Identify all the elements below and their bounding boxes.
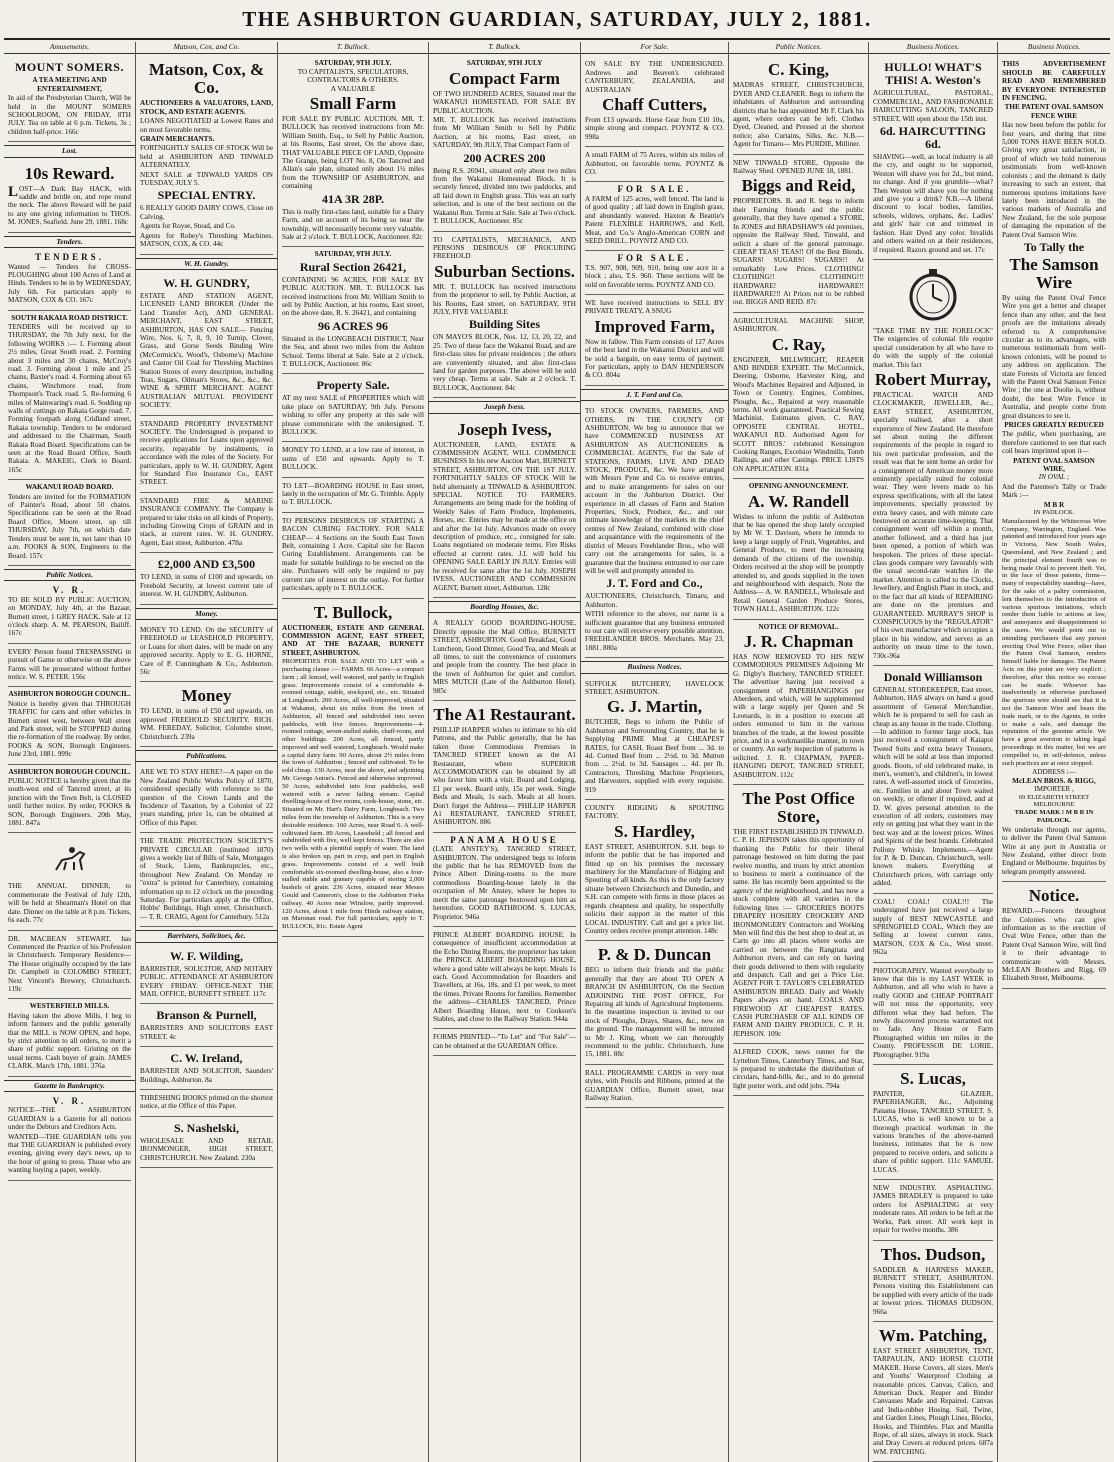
advert-body: PHILLIP HARPER wishes to intimate to his old Patrons, and the Public generally, that he has taken those Commodious Premises in TANCRED STREET known as the A1 Restaurant, where SUPERIOR ACCOMMODATION can be obtained by all who favor him with a visit. Board and Lodging, £1 per week. Board only, 15s per week. Single Beds and Meals, 1s each. Meals at all hours. Don't forget the Address— PHILLIP HARPER A1 RESTAURANT, TANCRED STREET, ASHBURTON. 886 xyxy=(433,725,576,827)
advert-title: V. R. xyxy=(52,585,87,596)
advert-trade-mark: TRADE MARK ! M B R IN PADLOCK. xyxy=(1014,809,1094,824)
advert-body: WITH reference to the above, our name is a sufficient guarantee that any business entrusted to our care will receive every possible attention. FREEHLANDER BROS. Merchants. May 23, 1881. 880a xyxy=(585,610,724,652)
advert-improved-farm xyxy=(585,295,724,386)
advert-title: Matson, Cox, & Co. xyxy=(148,60,265,98)
advert-title: T. Bullock, xyxy=(313,602,393,622)
advert-patching xyxy=(873,1322,993,1462)
advert-title: Compact Farm xyxy=(449,68,560,88)
column-head: For Sale. xyxy=(581,42,728,54)
advert-body: LOST—A Dark Bay HACK, with saddle and bridle on, and rope round the neck. The above Reward will be paid to any one giving information to THOS. M. JONES, Seafield. June 29, 1881. 168c xyxy=(8,183,131,227)
advert-dinner xyxy=(8,833,131,930)
advert-title: Wm. Patching, xyxy=(878,1325,988,1345)
advert-body: Agents for Robey's Threshing Machines. MATSON, COX, & CO. 44c xyxy=(140,231,273,249)
advert-title: Joseph Ivess, xyxy=(457,419,552,439)
advert-body: REWARD.—Fencers throughout the Colonies who can give information as to the erection of Oval Wire Fence, other than the Patent Oval Samson Wire, will find it to their advantage to communicate with Messrs. McLEAN Brothers and Rigg, 69 Elizabeth Street, Melbourne. xyxy=(1002,907,1106,983)
advert-subtitle: NOTICE OF REMOVAL. xyxy=(758,622,839,631)
advert-body: This is really first-class land, suitable for a Dairy Farm, and on account of its being so near the township, will necessarily become very valuable. Sale at 2 o'clock. T. BULLOCK, Auctioneer. 82c xyxy=(282,207,424,241)
advert-date: SATURDAY, 9TH JULY. xyxy=(314,250,392,259)
advert-body: THE TRADE PROTECTION SOCIETY'S PRIVATE CIRCULAR (instituted 1870) gives a weekly list of Bills of Sale, Mortgages of Stock, Liens, Bankruptcies, etc., throughout New Zealand. On Monday re "extra" is printed for Canterbury, containing information up to 12 o'clock on the preceding Saturday. For particulars apply at the Office, Hobbs' Buildings, High street, Christchurch.— T. R. CRAIG, Agent for Canterbury. 512a xyxy=(140,837,273,921)
advert-body: ENGINEER, MILLWRIGHT, REAPER AND BINDER EXPERT. The McCormick, Deering, Osborne, Harvester King, and Wood's Machines Repaired and Adjusted, in Town or Country. Engines, Combines, Ploughs, &c., Repaired at very reasonable terms. All work guaranteed. Practical Sewing Machinist. Estimates given. C. RAY, OPPOSITE CENTRAL HOTEL, WAKANUI RD. Authorised Agent for SCOTT BROS.' celebrated Kensington Cooking Ranges, Excelsior Windmills, Tomb Railings, and other Castings. PRICE LISTS ON APPLICATION. 831a xyxy=(733,355,864,473)
advert-body: FORMS PRINTED—"To Let" and "For Sale"—can be obtained at the GUARDIAN Office. xyxy=(433,1033,576,1050)
advert-title: Chaff Cutters, xyxy=(602,95,707,115)
advert-title: J. T. Ford and Co., xyxy=(606,576,703,591)
advert-in-oval: IN OVAL ; xyxy=(1038,473,1070,482)
advert-title: W. H. GUNDRY, xyxy=(163,275,250,290)
advert-body: STANDARD PROPERTY INVESTMENT SOCIETY. The Undersigned is prepared to receive applications for Loans upon approved security, repayable by instalments, in accordance with the rules of the Society. For particulars, apply to W. H. GUNDRY, Agent for Standard Fire Insurance Co., EAST STREET. xyxy=(140,419,273,487)
advert-notice xyxy=(1002,882,1106,989)
advert-body: PAINTER, GLAZIER, PAPERHANGER, &c., Adjoining Panama House, TANCRED STREET. S. LUCAS, who is well known to be a thorough practical workman in the various branches of the above-named business, intimates that he is now prepared to receive orders, and solicits a share of public support. 111c SAMUEL LUCAS. xyxy=(873,1090,993,1174)
advert-chaff-cutters xyxy=(585,56,724,147)
advert-title: The Post Office Store, xyxy=(742,789,855,827)
advert-stay-here xyxy=(140,764,273,833)
advert-date: SATURDAY, 9TH JULY xyxy=(466,59,543,68)
section-head: Tenders. xyxy=(4,236,135,248)
advert-body: And the Patentee's Tally or Trade Mark :— xyxy=(1002,482,1106,500)
advert-body: We undertake through our agents, to deliver the Patent Oval Samson Wire at any port in Australia or New Zealand, either direct from England or Melbourne. Inquiries by telegram promptly answered. xyxy=(1002,825,1106,876)
masthead xyxy=(0,0,1114,38)
advert-body: NEW INDUSTRY. ASPHALTING. JAMES BRADLEY is prepared to take orders for ASPHALTING at very moderate rates. All orders to be left at the Works, Park street. All work kept in repair for twelve months. 386 xyxy=(873,1184,993,1235)
column-3 xyxy=(277,42,428,1462)
advert-title: SOUTH RAKAIA ROAD DISTRICT. xyxy=(11,313,128,322)
advert-body: AUCTIONEER, ESTATE AND GENERAL COMMISSION AGENT, EAST STREET, AND AT THE BAZAAR, BURNETT STREET, ASHBURTON. xyxy=(282,623,424,657)
advert-a1 xyxy=(433,701,576,833)
column-head: Amusements. xyxy=(4,42,135,54)
advert-title: Improved Farm, xyxy=(594,316,715,336)
advert-subtitle: To Tally the xyxy=(1023,239,1085,254)
advert-body: WE have received instructions to SELL BY PRIVATE TREATY, A SNUG xyxy=(585,298,724,316)
advert-body: SADDLER & HARNESS MAKER, BURNETT STREET, ASHBURTON. Persons visiting this Establishment can be supplied with every article of the trade at lowest prices. THOMAS DUDSON. 966a xyxy=(873,1265,993,1316)
advert-title: Thos. Dudson, xyxy=(880,1244,986,1264)
section-head: Lost. xyxy=(4,145,135,157)
advert-title: C. King, xyxy=(768,60,829,80)
advert-body: EVERY Person found TRESPASSING in pursuit of Game or otherwise on the above Farms will be prosecuted without further notice. W. S. PETER. 156c xyxy=(8,647,131,681)
advert-money-fereday xyxy=(140,682,273,747)
advert-reward xyxy=(8,160,131,233)
advert-body: BEG to inform their friends and the public generally that they are about TO OPEN A BRANCH IN ASHBURTON, On the Section ADJOINING THE POST OFFICE, For Repairing all kinds of Agricultural Implements. In the meantime inspection is invited to our stock of Ploughs, Drays, Shares, &c., now on the ground. The management will be intrusted to Mr J. King, whom we can thoroughly recommend to the public. Christchurch, June 15, 1881. 88c xyxy=(585,966,724,1059)
advert-to-let xyxy=(282,478,424,513)
advert-notice: THIS ADVERTISEMENT SHOULD BE CAREFULLY READ AND REMEMBERED BY EVERYONE INTERESTED IN FENCING. xyxy=(1002,60,1106,103)
advert-body: BUTCHER, Begs to inform the Public of Ashburton and Surrounding Country, that he is Supplying PRIME Meat at CHEAPEST RATES, for CASH. Roast Beef from ... 3d. to 4d. Corned Beef from ... 2½d. to 3d. Mutton from ... 2½d. to 3d. Sausages ... 4d. per lb. Contractors, Threshing Machine Proprietors, and Harvesters, supplied with every requisite. 919 xyxy=(585,718,724,794)
advert-standard-property xyxy=(140,416,273,493)
advert-body: (LATE ANSTEY'S), TANCRED STREET, ASHBURTON. The undersigned begs to inform the public that he has REMOVED from the Prince Albert Dining-rooms to the more commodious Boarding-house lately in the occupation of Mr Anstey, where he hopes to merit the same patronage bestowed upon him as heretofore. GOOD BATHROOM. S. LUCAS, Proprietor. 946a xyxy=(433,845,576,921)
advert-body: TO PERSONS DESIROUS OF STARTING A BACON CURING FACTORY. FOR SALE CHEAP— 4 Sections on the South East Town Belt, containing 1 Acre. Capital site for Bacon Curing Establishment. Arrangements can be made for suitable buildings to be erected on the site. Purchasers will only be required to pay current rate of interest on the outlay. For further particulars, apply to T. BULLOCK. xyxy=(282,516,424,593)
advert-title: 10s Reward. xyxy=(24,163,115,183)
advert-wakanui xyxy=(8,480,131,566)
advert-patent-line: PATENT OVAL SAMSON WIRE, xyxy=(1013,456,1095,474)
column-8 xyxy=(997,42,1110,1462)
advert-body: ARE WE TO STAY HERE?—A paper on the New Zealand Public Works Policy of 1870, considered specially with reference to the question of the Crown Lands and the Incidence of Taxation, by a Colonist of 22 years standing, price 1s, can be obtained at Office of this Paper. xyxy=(140,768,273,827)
advert-body: Manufactured by the Whitecross Wire Company, Warrington, England. Was patented and introduced four years ago in Victoria, New South Wales, Queensland, and New Zealand ; and the principal element fourth was to being made Oval to prevent theft. Yet, in the face of those patents, firms—many of respectability standing—have, for the sake of a paltry commission, lent themselves to the introduction of various spurious imitations, which render them liable to actions at law, and annoyance and disappointment to the users. We would point out to intending purchasers that any person erecting Oval Wire Fence, other than the Patent Oval Samson, renders himself liable for damages. The Patent Acts on this point are very explicit ; therefore, after this notice no excuse can be made. Whoever has inadvertently or otherwise purchased the spurious wire should see that it is not the Samson Wire and bears the trade mark, or to the Agents, in order to make a sale, and damage the reputation of the genuine article. We have a great aversion to taking legal proceedings in this matter, but we are compelled to, in self-defence, unless such practices are at once stopped. xyxy=(1002,517,1106,767)
section-head: Business Notices. xyxy=(581,661,728,673)
advert-king xyxy=(733,56,864,154)
advert-title: V. R. xyxy=(52,1096,87,1106)
advert-title: C. Ray, xyxy=(771,334,826,354)
advert-title: TENDERS. xyxy=(35,252,104,263)
advert-subtitle: OF TWO HUNDRED ACRES, Situated near the WAKANUI HOMESTEAD, FOR SALE BY PUBLIC AUCTION. xyxy=(433,89,576,115)
advert-body: LOANS NEGOTIATED at Lowest Rates and on most favorable terms. xyxy=(140,117,273,134)
advert-alfred-cook xyxy=(733,1044,864,1096)
advert-body: ESTATE AND STATION AGENT, LICENSED LAND BROKER (Under the Land Transfer Act), AND GENERAL MERCHANT, EAST STREET, ASHBURTON, HAS ON SALE— Fencing Wire, Nos. 6, 7, 8, 9, 10 Turnip, Clover, Grass, and Gorse Seeds Binding Wire (McCormick's, Wood's, Osborne's) Machine and Castor Oil Coal for Threshing Machines Station Stores of every description, including Teas, Sugars, Oilman's Stores, &c., &c., &c. WINE & SPIRIT MERCHANT. AGENT AUSTRALIAN MUTUAL PROVIDENT SOCIETY. xyxy=(140,291,273,410)
advert-body: AGRICULTURAL, PASTORAL, COMMERCIAL, AND FASHIONABLE HAIRCUTTING SALOON, TANCRED STREET, Will open about the 15th inst. xyxy=(873,89,993,123)
advert-title: £2,000 AND £3,500 xyxy=(157,557,256,572)
advert-body: PROPRIETORS. B. and R. begs to inform their Farming friends and the public generally, that they have opened a STORE, In JONES and BRADSHAW'S old premises, opposite the Railway Shed, Tinwald, and solicit a share of the general patronage. CHEAP TEAS! TEAS!! Of the Best Blends. SUGARS! SUGARS! SUGARS!! At remarkably Low Prices. CLOTHING! CLOTHING!! CLOTHING!!! HARDWARE! HARDWARE!! HARDWARE!!! At Prices not to be rubbed out. BIGGS AND REID. 87c xyxy=(733,197,864,307)
advert-body: SHAVING—well, as local industry is all the cry, and ought to be supported, Weston will shave you for 2d., but mind, no change. And if you grumble—what? Then Weston will shave you for nothing and give you a drink? N.B.—A liberal discount to local bodies, families, schools, widows, orphans, &c. Ladies' and girls' hair cut and trimmed in fashion. Hair Dyed any color. Invalids and others waited on at their residences, if required. Razors ground and set. 17c xyxy=(873,153,993,254)
section-head: Publications. xyxy=(136,750,277,762)
advert-body: PRINCE ALBERT BOARDING HOUSE. In consequence of insufficient accommodation at the Echo Dining Rooms, the proprietor has taken the PRINCE ALBERT BOARDING HOUSE, where a good table will always be kept. Meals 1s each. Good Accommodation for Boarders and Travellers, at 16s, 18s, and £1 per week, to meet the times. Private Rooms for families. Remember the address—CHARLES TANCRED, Prince Albert Boarding House, next to Cookson's Stables, and close to the Railway Station. 944a xyxy=(433,930,576,1023)
advert-body: BARRISTERS AND SOLICITORS EAST STREET. 4c xyxy=(140,1024,273,1041)
advert-body: "TAKE TIME BY THE FORELOCK" The exigencies of colonial life require special consideration by all who have to do with the supply of the colonial market. This fact xyxy=(873,326,993,369)
advert-williamson xyxy=(873,666,993,894)
advert-body: ALFRED COOK, news runner for the Lyttelton Times, Canterbury Times, and Star, is prepared to undertake the distribution of circulars, hand-bills, &c., and to do general light porter work, and odd jobs. 794a xyxy=(733,1048,864,1090)
advert-body: SUFFOLK BUTCHERY, HAVELOCK STREET, ASHBURTON. xyxy=(585,679,724,696)
advert-title: S. Lucas, xyxy=(900,1069,966,1088)
advert-subtitle: A TEA MEETING AND ENTERTAINMENT, xyxy=(32,76,107,93)
advert-body: Has now been before the public for four years, and during that time 5,000 TONS HAVE BEEN SOLD. Giving very great satisfaction, in proof of which we hold numerous testimonials from well-known colonists ; and the demand is daily increasing to such an extent, that numerous spurious imitations have lately been introduced in the various markets of Australia and New Zealand, for the sole purpose of damaging the reputation of the Patent Oval Samson Wire. xyxy=(1002,121,1106,239)
advert-hardley xyxy=(585,800,724,941)
section-head: Barristers, Solicitors, &c. xyxy=(136,930,277,942)
advert-body: NEW TINWALD STORE, Opposite the Railway Shed. OPENED JUNE 18, 1881. xyxy=(733,158,864,176)
advert-title: Money xyxy=(181,686,232,706)
advert-body: A small FARM of 75 Acres, within six miles of Ashburton, on favorable terms. POYNTZ & CO. xyxy=(585,151,724,177)
advert-standard-fire xyxy=(140,493,273,553)
advert-title: Building Sites xyxy=(468,317,541,332)
advert-body: FOR SALE BY PUBLIC AUCTION. MR. T. BULLOCK has received instructions from Mr. William Smith, Esq., to Sell by Public Auction, at his Rooms, East street, On the above date, THAT VALUABLE PIECE OF LAND, Opposite The Grange, being LOT No. 8, On Tancred and Allan's sale plan, situated only about 1½ miles from the TOWNSHIP OF ASHBURTON, and containing xyxy=(282,115,424,191)
advert-matson xyxy=(140,56,273,254)
advert-body: MR. T. BULLOCK has received instructions from the proprietor to sell, by Public Auction, at his Rooms, East street, on SATURDAY, 9TH JULY, FIVE VALUABLE xyxy=(433,282,576,316)
advert-biggs-reid xyxy=(733,155,864,313)
advert-body: TENDERS will be received up to THURSDAY, the 7th July next, for the following WORKS :— 1. Forming about 2½ miles, Great South road. 2. Forming about 3 miles and 30 chains, McCroy's road. 3. Forming about 1 mile and 25 chains, Baxter's road. 4. Forming about 65 chains, Winchmore road, from Thompson's Track road. 5. Re-forming 6 miles of Mainwaring's road. 6. Sodding up walls of cuttings on Rakaia Gorge road. 7. Forming footpath along Cridland street, Rakaia township. Tenders to be endorsed and addressed to the Chairman, South Rakaia Road Board. Specifications can be seen at the Road Board Office, South Rakaia. A. MAKEIG, Clerk to Board. 165c xyxy=(8,322,131,474)
advert-title: Notice. xyxy=(1028,886,1080,906)
advert-title: Robert Murray, xyxy=(874,369,992,389)
advert-gundry xyxy=(140,272,273,416)
section-head: Boarding Houses, &c. xyxy=(429,601,580,613)
advert-duncan xyxy=(585,941,724,1064)
advert-title: A. W. Randell xyxy=(747,491,850,511)
advert-title: ASHBURTON BOROUGH COUNCIL. xyxy=(8,690,131,699)
advert-body: A FARM of 125 acres, well fenced. The land is of good quality ; all laid down in English grass, and abundantly watered. Haxton & Beattie's Patent FLEXIBLE HARROWS, and Kell, Meat, and Co.'s Anglo-American CORN and SEED DRILL. POYNTZ AND CO. xyxy=(585,194,724,245)
advert-body: DR. MACBEAN STEWART, has Commenced the Practice of his Profession in Christchurch. Temporary Residence—The House originally occupied by the late Dr. Campbell in COLOMBO STREET, Next Vincent's Brewery, Christchurch. 119c xyxy=(8,934,131,993)
advert-body: Wishes to inform the public of Ashburton that he has opened the shop lately occupied by Mr W. T. Davison, where he intends to keep a large supply of Fruit, Vegetables, and General Produce, to meet the increasing demands of the citizens of the township. Orders received at the shop will be promptly attended to, and goods supplied in the town and neighbourhood with despatch. Note the Address— A. W. RANDELL, Wholesale and Retail General Garden Produce Stores, TOWN HALL, ASHBURTON. 122c xyxy=(733,512,864,614)
advert-body: ON MAYO'S BLOCK, Nos. 12, 13, 20, 22, and 25. Two of these face the Wakanui Road, and are first-class sites for private residences ; the others are conveniently situated, and also first-class land for garden purposes. The above will be sold very cheap. Terms at sale. Sale at 2 o'clock. T. BULLOCK, Auctioneer. 84c xyxy=(433,333,576,392)
advert-body: GENERAL STOREKEEPER, East street, Ashburton, HAS always on hand a good assortment of General Merchandise, which he is prepared to sell for cash as cheap as any house in the trade. Clothing.—In addition to former large stock, has just received a consignment of Kaiapoi Tweed Suits and extra heavy Trousers, which will be sold at less than imported goods. Boots, of old celebrated make, in men's, women's, and children's, in lowest rates. A well-assorted stock of Groceries, etc. Families in and about Town waited on weekly, or oftener if required, and at D. W. gives personal attention to the execution of all orders, customers may rely on getting just what they want in the best way and at the lowest prices. Wines and Spirits of the best brands. Celebrated Pollony Whisky. Implements.—Agent for P. & D. Duncan, Christchurch, well-known makers. Everything at Christchurch prices, with carriage only added. xyxy=(873,685,993,888)
advert-ford xyxy=(585,403,724,658)
advert-title: FOR SALE. xyxy=(617,184,692,195)
advert-title: G. J. Martin, xyxy=(607,697,702,717)
advert-weston xyxy=(873,56,993,260)
trade-mark-padlock: IN PADLOCK. xyxy=(1033,509,1075,517)
advert-body: NOTICE—THE ASHBURTON GUARDIAN is a Gazette for all notices under the Debtors and Creditors Acts. xyxy=(8,1106,131,1132)
advert-importer: IMPORTER , xyxy=(1034,785,1074,794)
advert-murray xyxy=(873,260,993,666)
advert-company: McLEAN BROS. & RIGG, xyxy=(1012,776,1096,785)
advert-title: WAKANUI ROAD BOARD. xyxy=(25,483,114,492)
advert-body: ON SALE BY THE UNDERSIGNED. Andrews and Beaven's celebrated CANTERBURY, ZEALANDIA, and AUSTRALIAN xyxy=(585,60,724,94)
advert-small-farm-poyntz xyxy=(585,147,724,182)
advert-title: WESTERFIELD MILLS. xyxy=(29,1002,110,1011)
advert-title: The A1 Restaurant. xyxy=(433,704,576,724)
advert-body: EAST STREET ASHBURTON, TENT, TARPAULIN, AND HORSE CLOTH MAKER. Horse Covers, all sizes. Men's and Youths' Waterproof Clothing at reasonable prices. Canvas, Calico, and American Duck. Reaper and Binder Canvasses Made and Repaired. Canvas and India-rubber Hosing. Sail, Twine, and Garden Lines, Plough Lines, Blocks, Hooks, and Thimbles. Flax and Manilla Rope, of all sizes, always in stock. Stack and Dray Covers at reduced prices. 687a WM. PATCHING. xyxy=(873,1346,993,1456)
advert-body: From £13 upwards. Horse Gear from £10 10s, simple strong and compact. POYNTZ & CO. 998a xyxy=(585,116,724,141)
advert-branson xyxy=(140,1004,273,1047)
advert-title: PANAMA HOUSE xyxy=(450,834,559,845)
advert-title: Biggs and Reid, xyxy=(741,176,856,196)
advert-post-office-store xyxy=(733,785,864,1044)
advert-body: NEXT SALE at TINWALD YARDS ON TUESDAY, JULY 5. xyxy=(140,170,273,188)
advert-lucas xyxy=(873,1065,993,1180)
advert-title: Branson & Purnell, xyxy=(156,1008,257,1023)
advert-body: The public, when purchasing, are therefore cautioned to see that each coil bears imprinted upon it— xyxy=(1002,430,1106,456)
advert-body: Being R.S. 26941, situated only about two miles from the Wakanui Homestead Block. It is securely fenced, divided into two paddocks, and all laid down in English grass. This was an early selection, and is one of the best sections on the Wakanui Run. Terms at Sale. Sale at Two o'clock. T. BULLOCK, Auctioneer. 85c xyxy=(433,166,576,226)
advert-suburban xyxy=(433,232,576,399)
advert-rakaia xyxy=(8,311,131,481)
advert-prices: 6d. HAIRCUTTING 6d. xyxy=(879,124,987,152)
advert-body: WANTED—THE GUARDIAN tells you that THE GUARDIAN is published every evening, giving every day's news, up to the hour of going to press. Those who are wanting buying a paper, weekly. xyxy=(8,1132,131,1175)
advert-title: S. Nashelski, xyxy=(173,1120,240,1135)
advert-area: 96 ACRES 96 xyxy=(317,318,388,333)
advert-photography xyxy=(873,963,993,1065)
advert-small-farm xyxy=(282,56,424,247)
advert-title: Property Sale. xyxy=(316,378,390,393)
advert-body: COAL! COAL! COAL!!! The undersigned have just received a large supply of BEST NEWCASTLE and SPRINGFIELD COAL, Which they are Selling at lowest current rates. MATSON, COX & Co., West street. 962a xyxy=(873,897,993,957)
advert-mount-somers xyxy=(8,56,131,142)
column-4 xyxy=(428,42,580,1462)
advert-body: A REALLY GOOD BOARDING-HOUSE, Directly opposite the Mail Office, BURNETT STREET, ASHBURTON. Good Breakfast, Good Luncheon, Good Dinner, Good Tea, and Meals at all times, to suit the convenience of customers and people from the country. The best place in the town of Ashburton for quiet and comfort. MRS MUTCH (Late of the Ashburton Hotel). 985c xyxy=(433,619,576,695)
advert-compact-farm xyxy=(433,56,576,231)
advert-samson-wire xyxy=(1002,56,1106,882)
advert-asphalting xyxy=(873,1180,993,1240)
advert-body: TO LEND, in sums of £50 and upwards, on approved FREEHOLD SECURITY. RICH. WM. FEREDAY, Solicitor, Colombo street, Christchurch. 239a xyxy=(140,707,273,741)
advert-title: HULLO! WHAT'S THIS! A. Weston's xyxy=(884,60,982,88)
advert-tenders xyxy=(8,250,131,310)
column-head: T. Bullock. xyxy=(278,42,428,54)
section-head: Public Notices. xyxy=(4,569,135,581)
section-head: Joseph Ivess. xyxy=(429,401,580,413)
advert-body: EAST STREET, ASHBURTON. S.H. begs to inform the public that he has imported and fitted up on his premises the necessary machinery for the Manufacture of Ridging and Spouting of all kinds. As this is the only factory situate between Christchurch and Dunedin, and S.H. can compete with firms in those places as regards cheapness and quality, he respectfully solicits their support in the matter of this LOCAL INDUSTRY. Call and get a price list. Country orders receive prompt attention. 148c xyxy=(585,842,724,935)
advert-body: MONEY TO LEND. On the SECURITY of FREEHOLD or LEASEHOLD PROPERTY, or Loans for short dates, will be made on any approved security. Apply to E. G. HORNE, Care of P. Cunningham & Co., Ashburton. 56c xyxy=(140,625,273,676)
section-head: W. H. Gundry. xyxy=(136,258,277,270)
advert-body: MADRAS STREET, CHRISTCHURCH, DYER AND CLEANER. Begs to inform the inhabitants of Ashburton and surrounding districts that he has appointed Mr F. Clark his agent, where orders can be left. Clothes Dyed, Cleaned, and Pressed at the shortest notice; also Curtains, Silks, &c. N.B.—Agent for Timaru— Mrs PURDIE, Milliner. xyxy=(733,81,864,149)
advert-body: Situated in the LONGBEACH DISTRICT, Near the Sea, and about two miles from the Ashton School. Terms liberal at Sale. Sale at 2 o'clock. T. BULLOCK, Auctioneer. 86c xyxy=(282,334,424,368)
advert-for-sale-1 xyxy=(585,182,724,251)
advert-subtitle: TO CAPITALISTS, SPECULATORS, CONTRACTORS & OTHERS. xyxy=(297,67,409,85)
advert-title: P. & D. Duncan xyxy=(597,945,712,965)
advert-body: Agents for Royse, Stead, and Co. xyxy=(140,222,236,231)
advert-prices: PRICES GREATLY REDUCED xyxy=(1004,421,1104,430)
advert-prince-albert xyxy=(433,927,576,1029)
column-2 xyxy=(135,42,277,1462)
advert-body: WHOLESALE AND RETAIL IRONMONGER, HIGH STREET, CHRISTCHURCH. New Zealand. 230a xyxy=(140,1136,273,1162)
advert-body: AT my next SALE of PROPERTIES which will take place on SATURDAY, 9th July. Persons wishing to offer any property at this sale will please communicate with the undersigned. T. BULLOCK. xyxy=(282,394,424,436)
advert-body: BARRISTER, SOLICITOR, AND NOTARY PUBLIC. ATTENDANCE AT ASHBURTON EVERY FRIDAY. OFFICE-NEXT THE MAIL OFFICE, BURNETT STREET. 117c xyxy=(140,964,273,998)
advert-subtitle: OPENING ANNOUNCEMENT. xyxy=(748,482,849,491)
advert-body: AGRICULTURAL MACHINE SHOP, ASHBURTON. xyxy=(733,316,864,334)
columns xyxy=(4,42,1110,1456)
advert-title: Small Farm xyxy=(309,94,397,114)
advert-title: The Samson Wire xyxy=(1009,254,1099,292)
advert-body: TO LET—BOARDING HOUSE in East street, lately in the occupation of Mr. G. Trimble. Apply to T. BULLOCK. xyxy=(282,481,424,507)
advert-body: PRACTICAL WATCH AND CLOCKMAKER, JEWELLER, &c., EAST STREET, ASHBURTON, specially realised, after a short experience of New Zealand. He therefore set about noting the different requirements of the people in regard to his own particular profession, and the result was that he sent home an order for a consignment of American money more eminently specially suited for colonial wear. They were levers made to his express specifications, with all the latest improvements, specially protected by extra heavy cases, and with minute care bestowed on accurate time-keeping. That consignment went off within a month, another followed, and a third has just been opened, a portion of which was bespoken. The prices of these special-class goods compare very favorably with the usual second-rate watches in the market. Attention is called to the Clocks, Jewellery, and English Plate in stock, and to the fact that all kinds of REPAIRING are done on the premises and GUARANTEED. MURRAY'S SHOP is CONSPICUOUS by the "REGULATOR" of his own manufacture which occupies a place in his window, and serves as an authority on mean time to the town. 730c-96a xyxy=(873,390,993,660)
section-head: Money. xyxy=(136,608,277,620)
advert-body: Wanted — Tenders for CROSS-PLOUGHING about 100 Acres of Land at Hinds. Tenders to be in by WEDNESDAY, July 6th. For particulars apply to MATSON, COX & CO. 167c xyxy=(8,262,132,305)
advert-martin xyxy=(585,676,724,800)
advert-body: PUBLIC NOTICE is hereby given that the south-west end of Tancred street, at its junction with the Town Belt, is CLOSED until further notice. By order, FOOKS & SON, Borough Engineers. 20th May, 1881. 847a xyxy=(8,777,131,828)
advert-coal xyxy=(873,894,993,963)
advert-body: MR. T. BULLOCK has received instructions from Mr William Smith to Sell by Public Auction, at his rooms, East street, on SATURDAY, 9th JULY, That Compact Farm of xyxy=(433,116,576,150)
advert-trade-protection xyxy=(140,833,273,927)
advert-ray xyxy=(733,313,864,480)
advert-for-sale-2 xyxy=(585,251,724,295)
advert-threshing-books xyxy=(140,1090,273,1117)
advert-vr-sale xyxy=(8,583,131,643)
advert-body: BARRISTER AND SOLICITOR, Saunders' Buildings, Ashburton. 8a xyxy=(140,1067,273,1084)
advert-body: THRESHING BOOKS printed on the shortest notice, at the Office of this Paper. xyxy=(140,1093,273,1111)
advert-body: COUNTY RIDGING & SPOUTING FACTORY. xyxy=(585,804,724,821)
advert-body: AUCTIONEER, LAND, ESTATE & COMMISSION AGENT, WILL COMMENCE BUSINESS In his new Auction Mart, BURNETT STREET, ASHBURTON, ON THE 1ST JULY. FORTNIGHTLY SALES OF STOCK Will be held alternately at TINWALD & ASHBURTON. SPECIAL NOTICE TO FARMERS. Arrangements are being made for the holding of Weekly Sales of Farm Produce, Implements, Horses, etc. Entries may be made at the office on and after the 1st July. Advances made on every description of produce, etc., consigned for sale. Loans negotiated on moderate terms. Fire Risks effected at current rates. J.I. will hold his OPENING SALE EARLY IN JULY. Entries will be received for same after the 1st July. JOSEPH IVESS, AUCTIONEER AND COMMISSION AGENT, Burnett street, Ashburton. 128c xyxy=(433,440,576,592)
column-7 xyxy=(868,42,997,1462)
advert-title: J. R. Chapman xyxy=(743,631,854,651)
advert-area: 41A 3R 28P. xyxy=(322,191,384,206)
advert-title: Rural Section 26421, xyxy=(299,259,407,274)
advert-subtitle: A VALUABLE xyxy=(330,84,376,93)
advert-ball-cards xyxy=(585,1065,724,1109)
advert-body: FORTNIGHTLY SALES OF STOCK Will be held at ASHBURTON AND TINWALD ALTERNATELY. xyxy=(140,144,273,170)
advert-body: MONEY TO LEND, at a low rate of interest, in sums of £50 and upwards. Apply to T. BULLOCK. xyxy=(282,446,424,472)
advert-address-label: ADDRESS :— xyxy=(1032,768,1076,777)
advert-panama xyxy=(433,833,576,927)
advert-date: SATURDAY, 9TH JULY. xyxy=(314,59,392,68)
advert-body: Now in fallow. This Farm consists of 127 Acres of the best land in the Wakanui District and will be sold a bargain, on easy terms of payment. For particulars, apply to DAN HENDERSON & CO. 804a xyxy=(585,337,724,380)
column-head: Business Notices. xyxy=(998,42,1110,54)
advert-vr-gazette xyxy=(8,1094,131,1181)
advert-body: AUCTIONEERS, Christchurch, Timaru, and Ashburton. xyxy=(585,592,724,609)
advert-money-bullock xyxy=(282,442,424,477)
column-6 xyxy=(728,42,868,1462)
advert-body: TO BE SOLD BY PUBLIC AUCTION, on MONDAY, July 4th, at the Bazaar, Burnett street, 1 GREY HACK. Sale at 12 o'clock sharp. A. M. PEARSON, Bailiff. 167c xyxy=(8,595,131,638)
advert-street: 69 ELIZABETH STREET MELBOURNE xyxy=(1018,793,1090,809)
advert-rural-section xyxy=(282,247,424,374)
advert-bullock xyxy=(282,599,424,938)
advert-body: THE FIRST ESTABLISHED IN TINWALD. C. P. H. JEPHSON takes this opportunity of thanking the Public for their liberal patronage bestowed on him during the past twelve months, and trusts by strict attention to business to merit a continuance of the same. He has recently been appointed to the agency of the neighbourhood, and has now a stock complete with all varieties in the following lines :— GROCERIES BOOTS DRAPERY HOSIERY CROCKERY AND IRONMONGERY Contractors and Working Men will find this the best shop to deal at, as Carts go into all places where works are carried on between the Rangitata and Ashburton rivers, and can rely on having their goods delivered to them with regularity and despatch. Call and get a Price List. AGENT FOR T. TAYLOR'S CELEBRATED ASHBURTON BREAD. Daily and Weekly Papers always on hand. COALS AND FIREWOOD AT CHEAPEST RATES. CASH PURCHASER OF ALL KINDS OF FARM AND DAIRY PRODUCE. C. P. H. JEPHSON. 109c xyxy=(733,828,864,1038)
advert-body: Notice is hereby given that THROUGH TRAFFIC for carts and other vehicles in Burnett street west, between Wall street and Park street, will be STOPPED during the re-formation of the roadway. By order, FOOKS & SON, Borough Engineers. June 23rd, 1881. 999c xyxy=(8,699,131,759)
advert-borough-1 xyxy=(8,687,131,764)
advert-title: Suburban Sections. xyxy=(434,261,575,281)
advert-money-gundry xyxy=(140,553,273,604)
advert-title: MOUNT SOMERS. xyxy=(15,60,124,75)
advert-ireland xyxy=(140,1047,273,1090)
advert-body: THE ANNUAL DINNER, to commemorate the Festival of July 12th, will be held at Shearman's Hotel on that date. Dinner on the table at 8 p.m. Tickets, 6s each. 77c xyxy=(8,882,131,925)
advert-title: Donald Williamson xyxy=(883,669,983,684)
advert-body: TO LEND, in sums of £100 and upwards, on Freehold Security, at lowest current rate of interest. W. H. GUNDRY, Ashburton. xyxy=(140,573,273,599)
advert-stewart xyxy=(8,931,131,1000)
advert-title: S. Hardley, xyxy=(614,821,695,841)
column-head: T. Bullock. xyxy=(429,42,580,54)
advert-bacon xyxy=(282,513,424,599)
advert-subtitle: SPECIAL ENTRY. xyxy=(157,188,256,203)
advert-body: In aid of the Presbyterian Church, Will be held in the MOUNT SOMERS SCHOOLROOM, ON FRIDAY, 8TH JULY. Tea on table at 6 p.m. Tickets, 3s ; children half-price. 166c xyxy=(8,94,131,136)
advert-money-lend xyxy=(140,622,273,682)
advert-title: THE PATENT OVAL SAMSON FENCE WIRE xyxy=(1004,103,1104,120)
advert-body: PHOTOGRAPHY. Wanted everybody to know that this is my LAST WEEK in Ashburton, and all who wish to have a really GOOD and CHEAP PORTRAIT will not miss the opportunity, very different what they had before. The newly discovered process warranted not to fade. Any House or Farm Photographed within ten miles in the County. PROFESSOR DE LORIE, Photographer. 919a xyxy=(873,966,993,1059)
advert-body: GRAIN MERCHANTS. xyxy=(140,135,215,144)
advert-body: CONTAINING 96 ACRES, FOR SALE BY PUBLIC AUCTION. MR. T. BULLOCK has received instructions from Mr. William Smith to sell by Public Auction, at his rooms, East street, on the above date, R. S. 26421, and containing xyxy=(282,275,424,318)
advert-boarding xyxy=(433,615,576,701)
section-head: J. T. Ford and Co. xyxy=(581,389,728,401)
advert-title: W. F. Wilding, xyxy=(169,948,244,963)
column-head: Matson, Cox, and Co. xyxy=(136,42,277,54)
advert-property-sale xyxy=(282,374,424,442)
advert-body: 6 REALLY GOOD DAIRY COWS, Close on Calving. xyxy=(140,204,273,221)
advert-body: RALL PROGRAMME CARDS in very neat styles, with Pencils and Ribbons, printed at the GUARDIAN Office, Burnett street, near Railway Station. xyxy=(585,1068,724,1102)
masthead-title: THE ASHBURTON GUARDIAN, SATURDAY, JULY 2, 1881. xyxy=(242,6,872,31)
advert-body: STANDARD FIRE & MARINE INSURANCE COMPANY. The Company is prepared to take risks on all kinds of Property, including Growing Crops of GRAIN and in stack, at current rates. W. H. GUNDRY, Agent, East street, Ashburton. 478a xyxy=(140,496,273,547)
advert-title: C. W. Ireland, xyxy=(170,1051,243,1066)
advert-body: Tenders are invited for the FORMATION of Painter's Road, about 50 chains. Specifications can be seen at the Road Board Office, Moore street, up till THURSDAY, July 7th, on which date Tenders must be sent in, not later than 10 a.m. FOOKS & SON, Engineers to the Board. 157c xyxy=(8,492,131,560)
advert-mills xyxy=(8,999,131,1076)
section-head: Gazette in Bankruptcy. xyxy=(4,1080,135,1092)
advert-forms xyxy=(433,1029,576,1056)
watch-icon xyxy=(905,267,961,323)
advert-area: 200 ACRES 200 xyxy=(463,150,546,165)
advert-randell xyxy=(733,479,864,619)
advert-dudson xyxy=(873,1241,993,1322)
advert-title: ASHBURTON BOROUGH COUNCIL. xyxy=(8,767,131,776)
column-head: Business Notices. xyxy=(869,42,997,54)
horse-rider-icon xyxy=(50,842,90,876)
advert-trespass xyxy=(8,644,131,688)
advert-body: PROPERTIES FOR SALE AND TO LET with a purchasing clause :— FARMS. 66 Acres—a compact farm ; all fenced, well watered, and partly in English grass. Improvements consist of a comfortable 4-roomed cottage, stable, stockyard, etc., etc. Situated at Longbeach. 200 Acres, all well-improved, situated at Wakanui, about six miles from the town of Ashburton, all fenced and subdivided into seven paddocks, with live fences. Improvements—4-roomed cottage, seven-stalled stable, chaff-room, and other buildings. 200 Acres, all fenced, partly improved and well watered, Longbeach. Would make a capital dairy farm. 90 Acres, about 2½ miles from the town of Ashburton ; fenced and cultivated. To be sold cheap. 130 Acres, near the above, and adjoining Mr. George Anton's. Fenced and otherwise improved. 50 Acres, subdivided into four paddocks, well watered with a never failing stream. Capital dwelling-house of five rooms, cook-house, stone, etc. Situated on Mr. Hart's Dairy Farm, Longbeach. Two miles from the township of Ashburton. This is a very desirable residence. 160 Acres, near Road 6. A well-cultivated farm. 89 Acres, Leaseheld ; all fenced and subdivided with five, well kept fences. There are also two wells with a plentiful supply of water. The land is also broken up, part in crop, and part in English grass. Improvements consist of a well built comfortable six-roomed dwelling-house, also a four-stalled stable and granary capable of storing 2,000 bushels of grain. 236 Acres, situated near Messrs Gould and Cameron's, close to the Ashburton Forks railway. 40 Acres near Winslow, partly improved. 120 Acres, about 1 mile from Hinds railway station, on Maronan road. For full particulars, apply to T. BULLOCK, 81c. Estate Agent xyxy=(282,658,424,931)
advert-body: TO STOCK OWNERS, FARMERS, AND OTHERS, IN THE COUNTY OF ASHBURTON. We beg to announce that we have COMMENCED BUSINESS AT ASHBURTON AS AUCTIONEERS & COMMERCIAL AGENTS, For the Sale of STATIONS, FARMS, LIVE AND DEAD STOCK, PRODUCE, &c. We have arranged with Messrs Pyne and Co. to receive entries, and to make arrangements for sales on our account in the Ashburton District. Our experience in all classes of Farm and Station Properties, Stock, Produce, &c., and our intimate knowledge of the markets in the chief centres of New Zealand, combined with close and acquaintance with the requirements of the district of Messrs Freehlander Bros., who will carry out the arrangements for sales, is a guarantee that the business entrusted to our care will be well and promptly attended to. xyxy=(585,407,724,575)
advert-title: FOR SALE. xyxy=(617,253,692,264)
advert-body: By using the Patent Oval Fence Wire you get a better and cheaper fence than any other, and the best proofs are the imitations already referred to. A comprehensive circular as to its advantages, with numerous testimonials from well-known colonists, will be posted to any address on application. The state Forests of Victoria are fenced with the Patent Oval Samson Fence Wire ; the one at Doolie is, without doubt, the best Wire Fence in Australia, and people come from great distances to see it. xyxy=(1002,293,1106,420)
advert-body: HAS NOW REMOVED TO HIS NEW COMMODIOUS PREMISES Adjoining Mr G. Digby's Butchery, TANCRED STREET. The advertiser having just received a consignment of PAPERHANGINGS per Aberdeen, and which, will be supplemented with a large supply per Queen and St Leonards, is in a position to execute all orders entrusted to him in the various branches of the trade, at the lowest possible price, and in a workmanlike manner, in town or country. An early inspection of patterns is solicited. J. R. CHAPMAN, PAPER-HANGING DEPOT, TANCRED STREET, ASHBURTON. 112c xyxy=(733,652,864,779)
advert-borough-2 xyxy=(8,765,131,834)
column-1 xyxy=(4,42,135,1462)
advert-wilding xyxy=(140,945,273,1005)
advert-nashelski xyxy=(140,1117,273,1168)
advert-body: Having taken the above Mills, I beg to inform farmers and the public generally that the MILL is NOW OPEN, and hope, by strict attention to all orders, to merit a share of public support. Gristing on the usual terms. Cash buyer of grain. JAMES CLARK. March 17th, 1881. 376a xyxy=(8,1011,131,1071)
advert-body: T.S. 907, 908, 909, 910, being one acre in a block ; also, T.S. 960. These sections will be sold on favorable terms. POYNTZ AND CO. xyxy=(585,263,724,289)
column-head: Public Notices. xyxy=(729,42,868,54)
trade-mark-letters: M B R xyxy=(1043,500,1065,509)
advert-chapman xyxy=(733,620,864,786)
column-5 xyxy=(580,42,728,1462)
masthead-rule xyxy=(4,38,1110,40)
advert-body: AUCTIONEERS & VALUATORS, LAND, STOCK, AND ESTATE AGENTS. xyxy=(140,99,273,116)
advert-ivess xyxy=(433,416,576,598)
advert-subtitle: TO CAPITALISTS, MECHANICS, AND PERSONS DESIROUS OF PROCURING FREEHOLD xyxy=(433,235,576,261)
